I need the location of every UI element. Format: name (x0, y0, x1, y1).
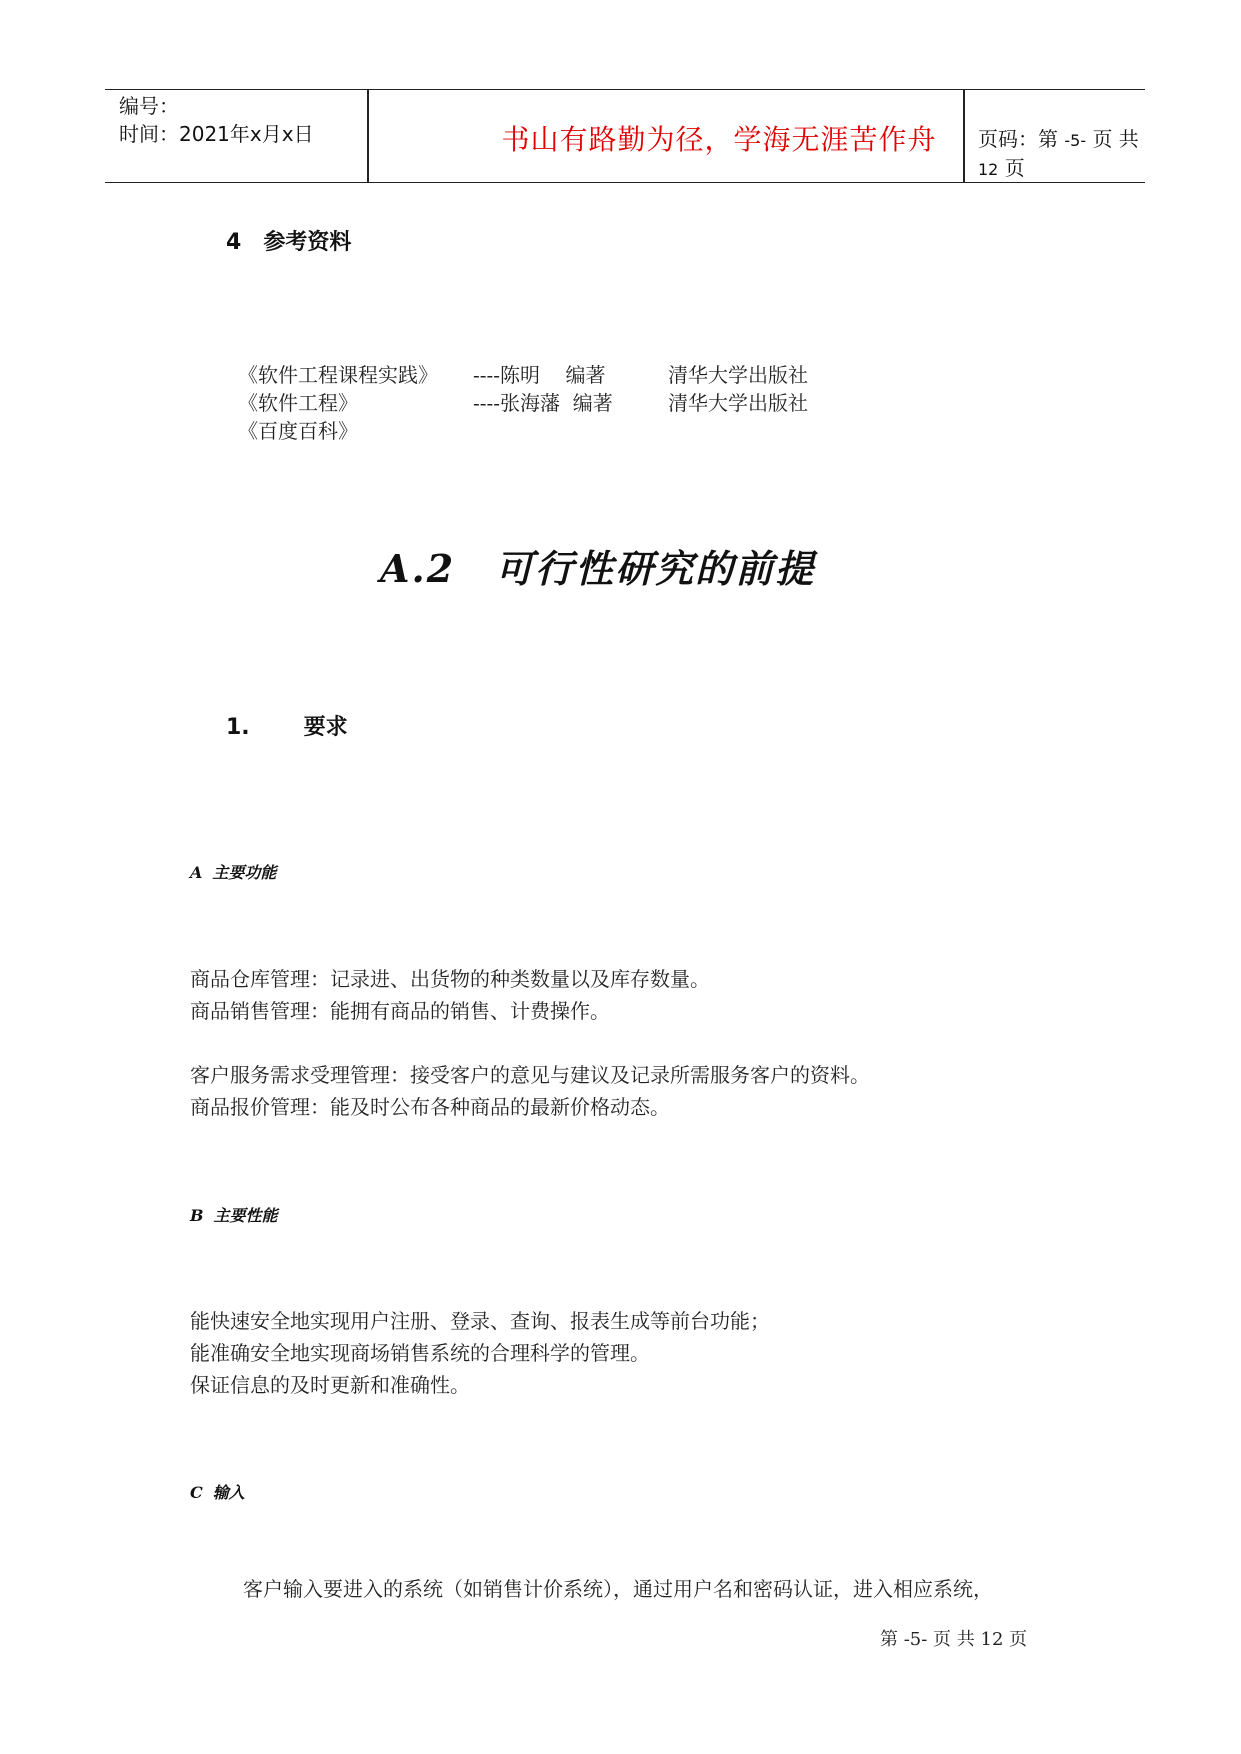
header-page-info (978, 123, 1145, 181)
subheading-input (190, 1480, 245, 1503)
header-number-label: 编号： (119, 94, 179, 118)
input-paragraph: 客户输入要进入的系统（如销售计价系统），通过用户名和密码认证，进入相应系统， (243, 1577, 993, 1601)
header-page-number: -5- (1064, 131, 1087, 150)
function-line: 商品仓库管理：记录进、出货物的种类数量以及库存数量。 (190, 967, 710, 991)
subheading-letter: C (190, 1483, 203, 1502)
reference-publisher: 清华大学出版社 (668, 363, 808, 387)
section-references-heading (226, 225, 351, 256)
function-line: 商品报价管理：能及时公布各种商品的最新价格动态。 (190, 1095, 670, 1119)
header-divider-left (367, 90, 369, 182)
header-meta (119, 92, 314, 148)
reference-item (238, 361, 808, 389)
header-page-prefix: 页码：第 (978, 127, 1058, 151)
header-time-label: 时间：2021年x月x日 (119, 122, 314, 146)
header-page-suffix: 页 (1004, 156, 1025, 180)
requirements-heading (226, 710, 348, 741)
reference-author: ----张海藩 编著 (473, 391, 613, 415)
page-header (105, 89, 1145, 183)
reference-list (238, 361, 808, 445)
section-title: 参考资料 (263, 230, 352, 255)
subheading-main-functions (190, 860, 276, 883)
header-page-mid: 页 共 (1092, 127, 1139, 151)
page-footer: 第 -5- 页 共 12 页 (880, 1629, 1028, 1650)
main-heading-title: 可行性研究的前提 (495, 546, 816, 591)
requirements-number: 1. (226, 715, 250, 740)
reference-title: 《百度百科》 (238, 419, 358, 443)
header-divider-right (963, 90, 965, 182)
requirements-title: 要求 (303, 715, 348, 740)
reference-title: 《软件工程课程实践》 (238, 363, 438, 387)
reference-item (238, 417, 808, 445)
subheading-title: 主要功能 (212, 863, 277, 882)
main-heading-number: A.2 (380, 546, 456, 591)
subheading-title: 输入 (212, 1483, 245, 1502)
header-page-total: 12 (978, 160, 999, 179)
reference-item (238, 389, 808, 417)
reference-title: 《软件工程》 (238, 391, 358, 415)
subheading-letter: B (190, 1206, 204, 1225)
functions-paragraph (190, 963, 870, 1123)
function-line-blank (190, 1027, 870, 1059)
header-motto: 书山有路勤为径，学海无涯苦作舟 (501, 123, 937, 156)
reference-author: ----陈明 编著 (473, 363, 606, 387)
reference-publisher: 清华大学出版社 (668, 391, 808, 415)
performance-line: 能快速安全地实现用户注册、登录、查询、报表生成等前台功能； (190, 1309, 770, 1333)
performance-line: 能准确安全地实现商场销售系统的合理科学的管理。 (190, 1341, 650, 1365)
function-line: 客户服务需求受理管理：接受客户的意见与建议及记录所需服务客户的资料。 (190, 1063, 870, 1087)
main-heading (380, 538, 815, 593)
function-line: 商品销售管理：能拥有商品的销售、计费操作。 (190, 999, 610, 1023)
subheading-letter: A (190, 863, 203, 882)
subheading-title: 主要性能 (213, 1206, 278, 1225)
subheading-main-performance (190, 1203, 278, 1226)
section-number: 4 (226, 230, 242, 255)
performance-paragraph (190, 1305, 770, 1401)
performance-line: 保证信息的及时更新和准确性。 (190, 1373, 470, 1397)
